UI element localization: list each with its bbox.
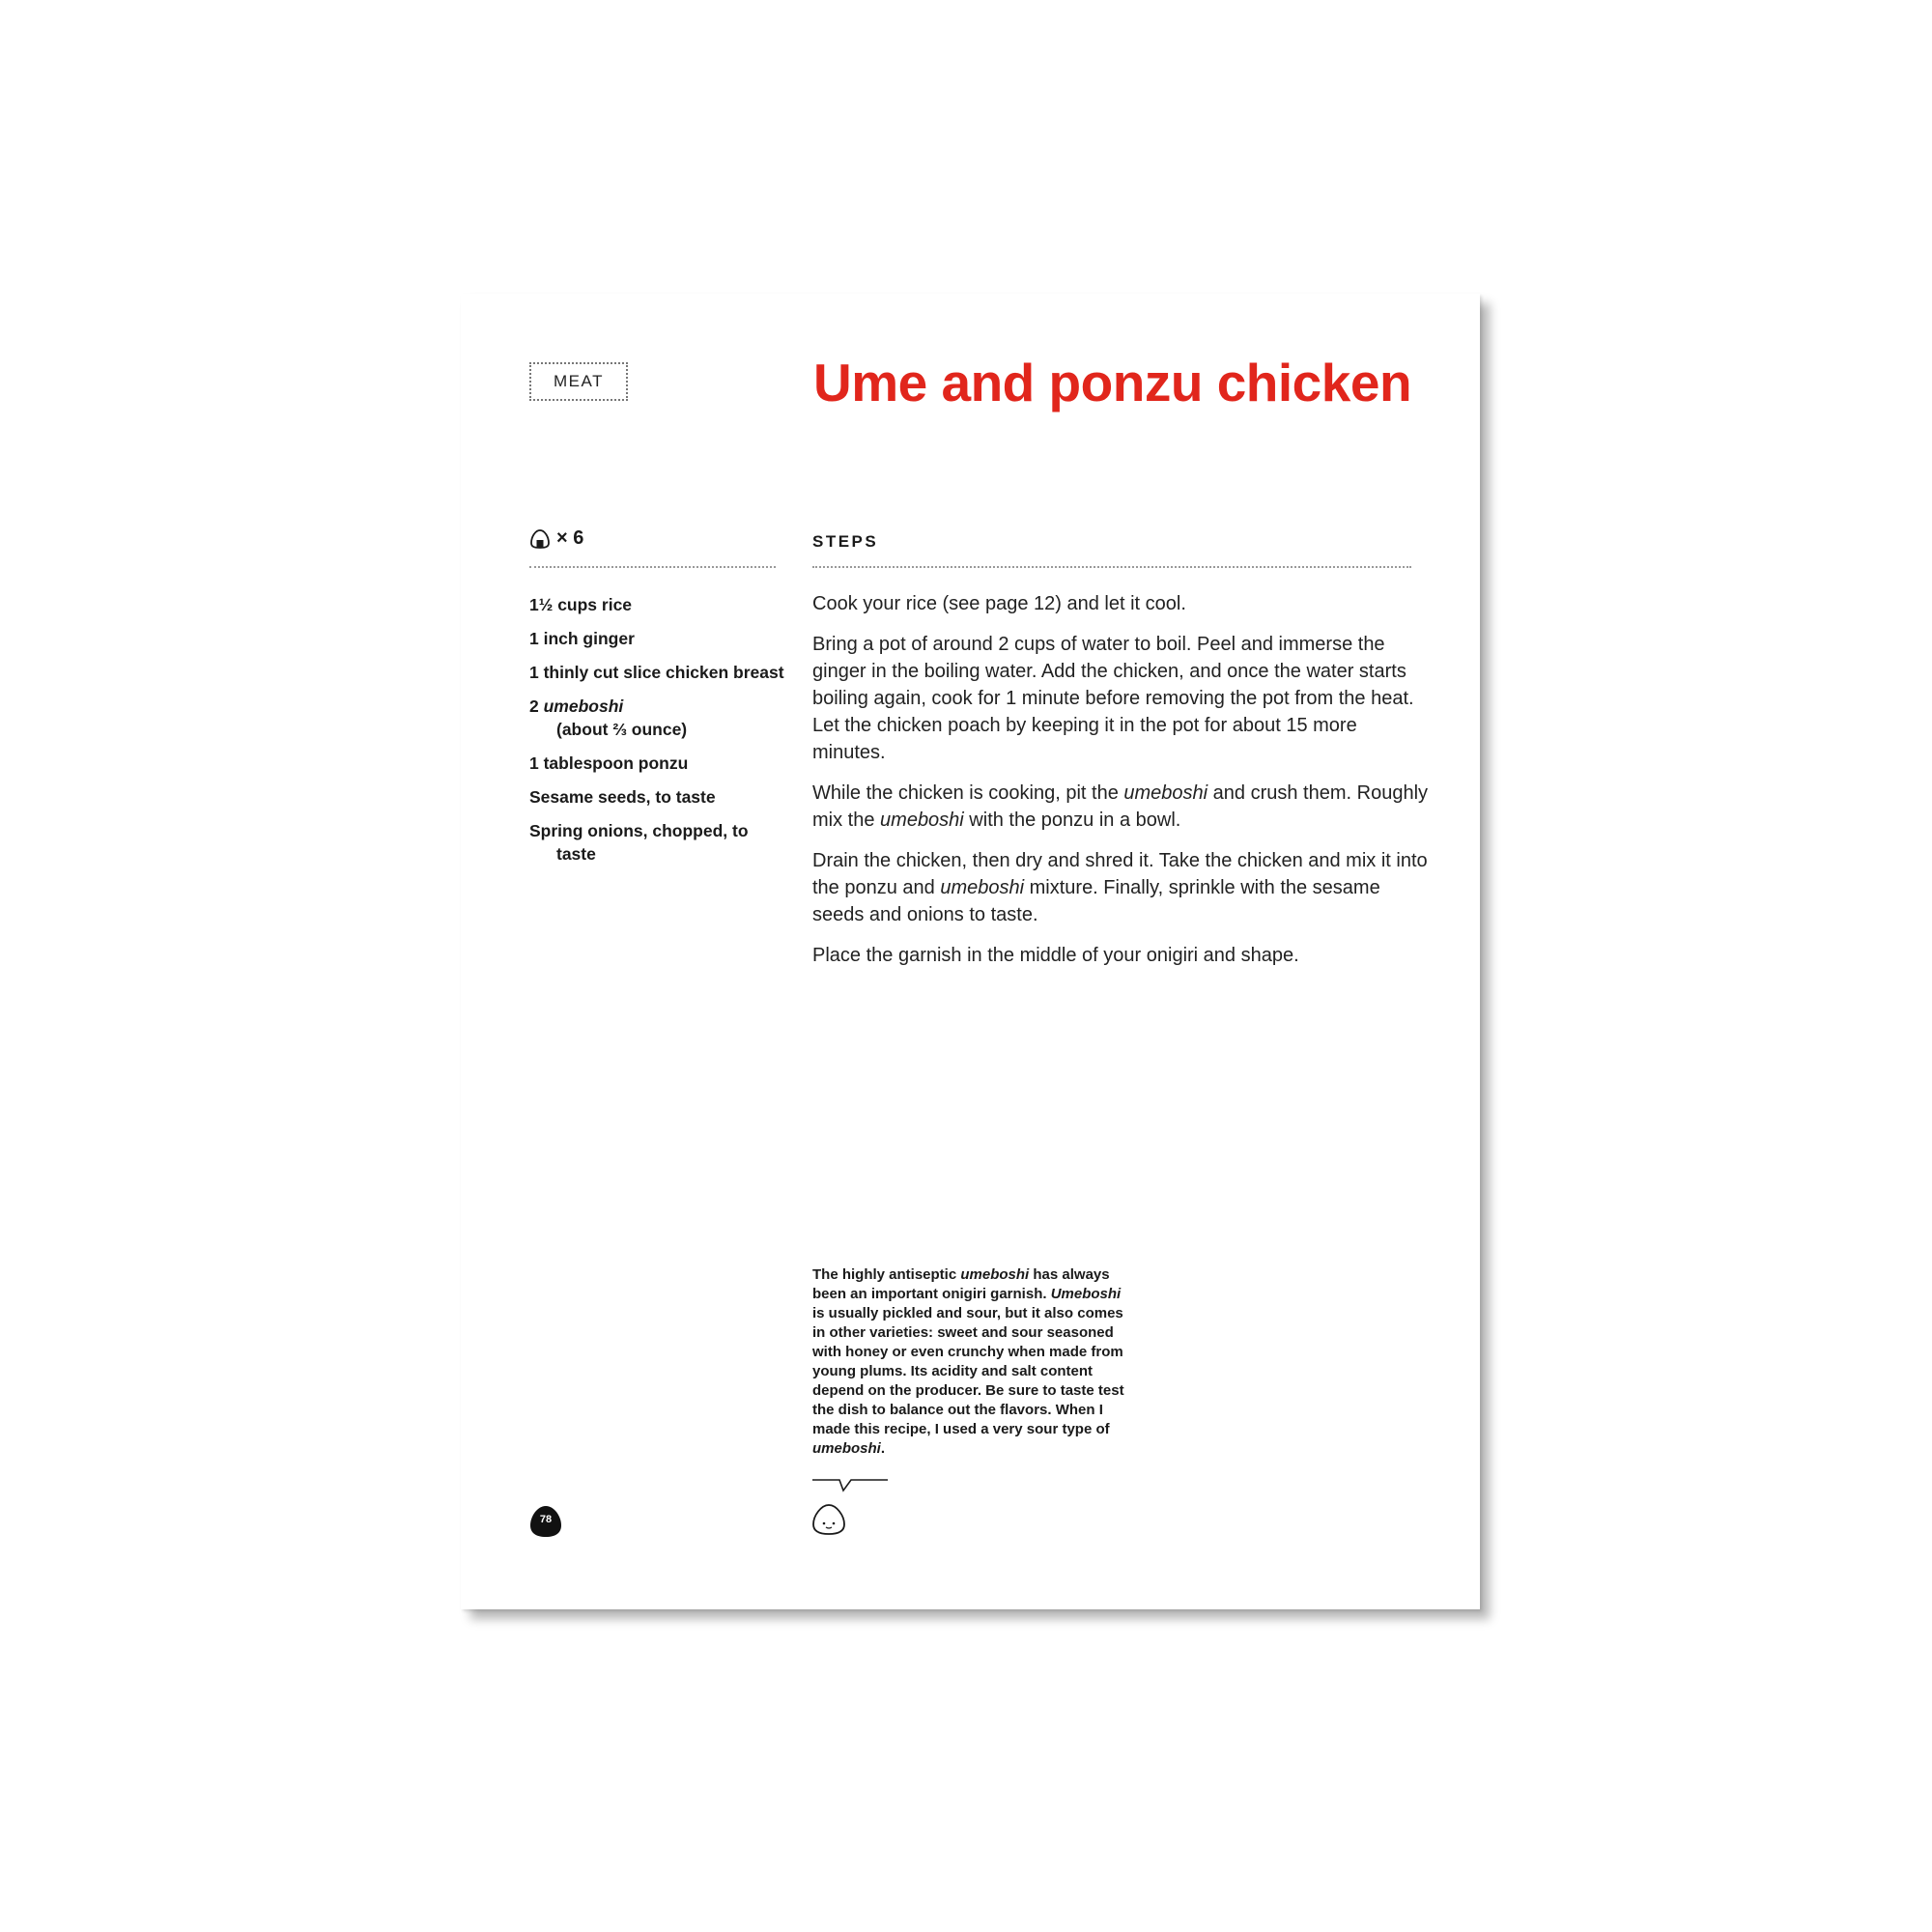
ingredient-item: 1 thinly cut slice chicken breast xyxy=(529,663,784,682)
page-number-text: 78 xyxy=(539,1514,553,1525)
servings-count: × 6 xyxy=(556,527,584,549)
steps-heading: STEPS xyxy=(812,532,879,551)
cookbook-page xyxy=(461,294,1480,1609)
onigiri-icon xyxy=(529,528,551,550)
ingredients-divider xyxy=(529,566,776,568)
page-title: Ume and ponzu chicken xyxy=(813,353,1412,412)
step-paragraph: Place the garnish in the middle of your onigiri and shape. xyxy=(812,945,1299,966)
ingredient-item: 1 inch ginger xyxy=(529,629,635,648)
step-paragraph: While the chicken is cooking, pit the umeboshi and crush them. Roughly mix the umeboshi with the ponzu in a bowl. xyxy=(812,782,1429,831)
servings xyxy=(529,527,583,550)
step-paragraph: Drain the chicken, then dry and shred it. Take the chicken and mix it into the ponzu and umeboshi mixture. Finally, sprinkle with the sesame seeds and onions to taste. xyxy=(812,850,1428,925)
category-label: MEAT xyxy=(529,362,628,401)
ingredient-item: 2 umeboshi (about ⅔ ounce) xyxy=(529,696,688,739)
ingredient-item: Spring onions, chopped, to taste xyxy=(529,821,749,864)
ingredient-item: 1 tablespoon ponzu xyxy=(529,753,689,773)
ingredient-item: Sesame seeds, to taste xyxy=(529,787,716,807)
speech-bubble-tail-icon xyxy=(812,1478,890,1493)
step-paragraph: Cook your rice (see page 12) and let it cool. xyxy=(812,593,1186,614)
step-paragraph: Bring a pot of around 2 cups of water to boil. Peel and immerse the ginger in the boiling water. Add the chicken, and once the water starts boiling again, cook for 1 minute before removing the pot from the heat. Let the chicken poach by keeping it in the pot for about 15 more minutes. xyxy=(812,634,1414,763)
onigiri-mascot-icon xyxy=(811,1503,846,1536)
steps-divider xyxy=(812,566,1411,568)
tip-note: The highly antiseptic umeboshi has always been an important onigiri garnish. Umeboshi is usually pickled and sour, but it also comes in other varieties: sweet and sour seasoned with honey or even crunchy when made from young plums. Its acidity and salt content depend on the producer. Be sure to taste test the dish to balance out the flavors. When I made this recipe, I used a very sour type of umeboshi. xyxy=(812,1266,1124,1457)
ingredients-list xyxy=(529,593,790,876)
ingredient-item: 1½ cups rice xyxy=(529,595,633,614)
steps-text xyxy=(812,590,1431,982)
page-number xyxy=(529,1505,562,1538)
